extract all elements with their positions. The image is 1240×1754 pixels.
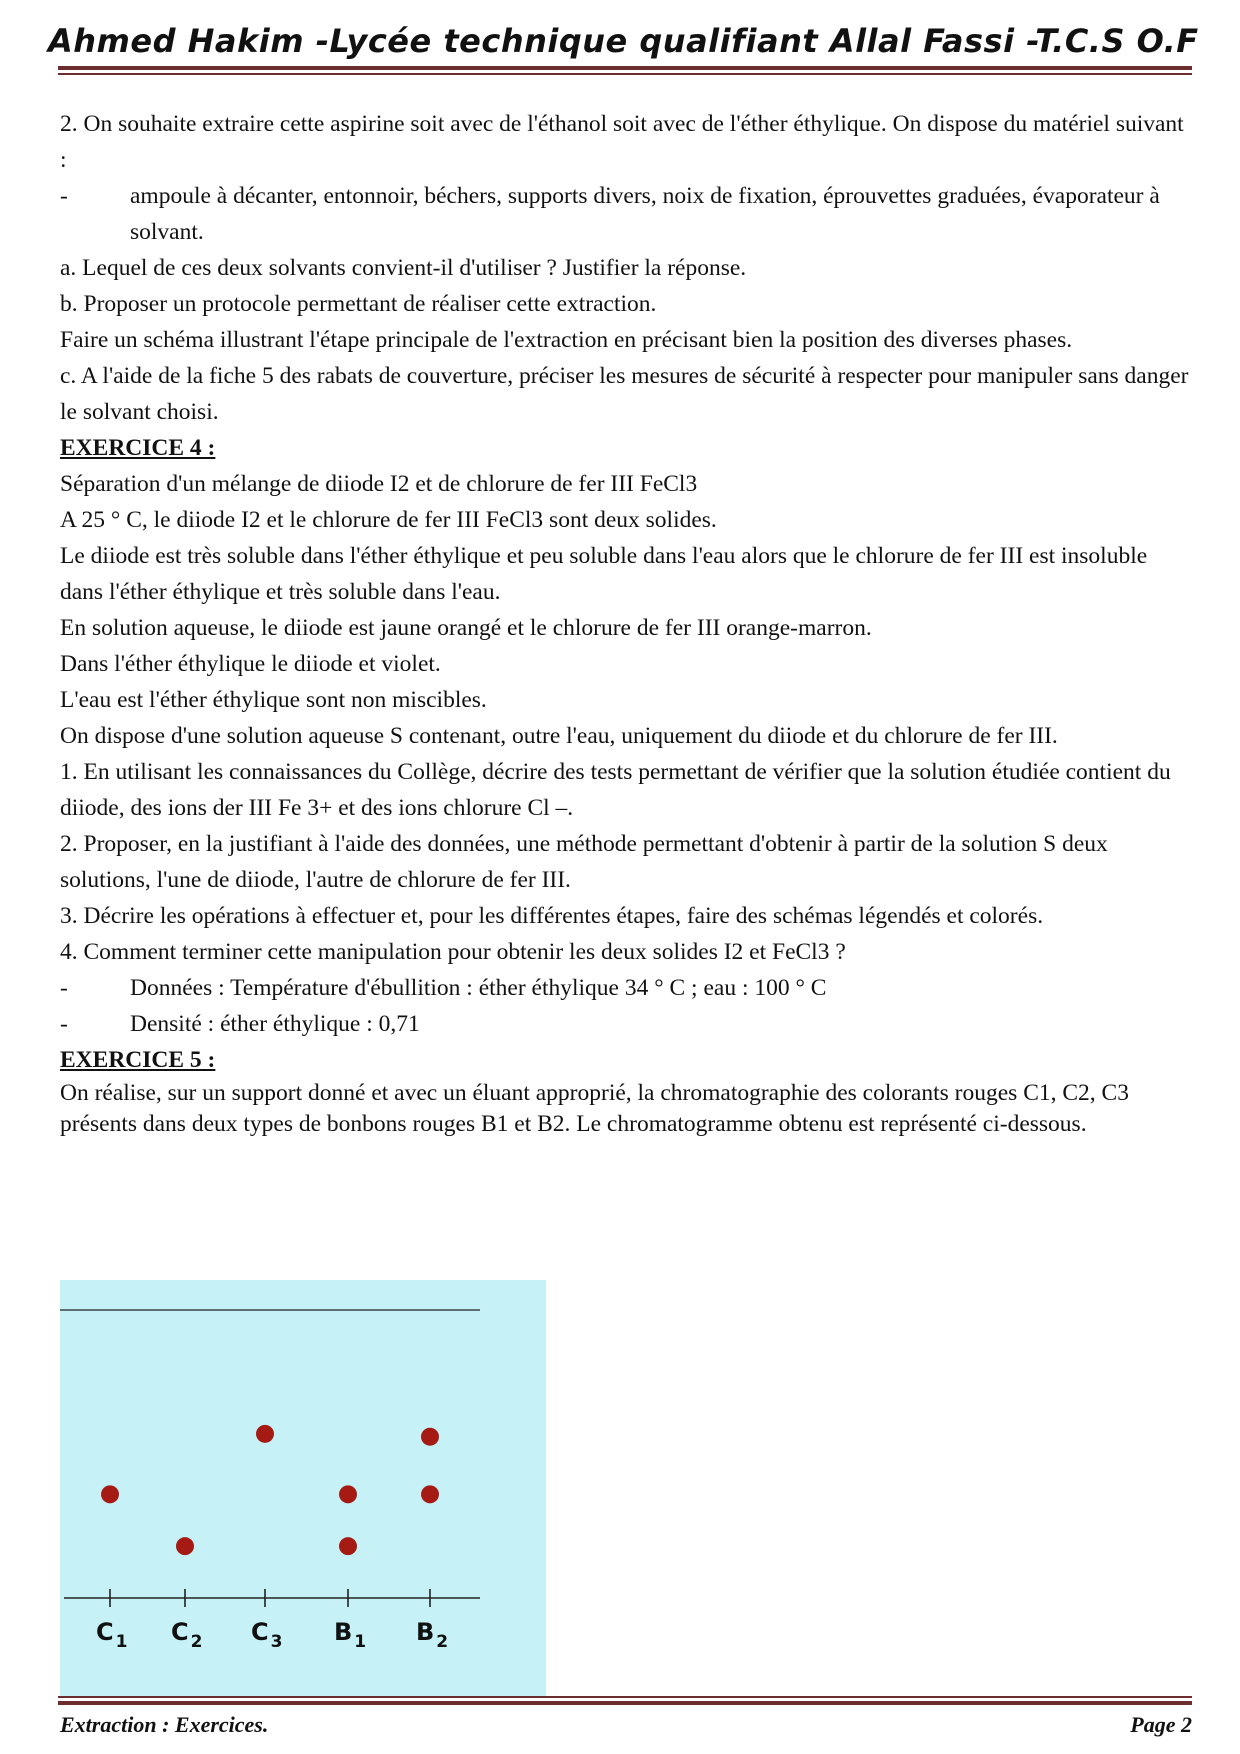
paragraph: A 25 ° C, le diiode I2 et le chlorure de fer III FeCl3 sont deux solides.: [60, 507, 717, 533]
paragraph: L'eau est l'éther éthylique sont non miscibles.: [60, 687, 487, 713]
lane-label-sub: 1: [115, 1632, 128, 1652]
dash-marker: -: [60, 183, 68, 209]
bullet-item: [60, 1006, 1195, 1042]
lane-label-sub: 1: [354, 1632, 367, 1652]
paragraph: Le diiode est très soluble dans l'éther éthylique et peu soluble dans l'eau alors que le chlorure de fer III est insoluble dans l'éther éthylique et très soluble dans l'eau.: [60, 543, 1148, 605]
chromatogram-spot: [421, 1428, 439, 1446]
exercise-heading: [60, 1042, 1195, 1078]
paragraph: On dispose d'une solution aqueuse S contenant, outre l'eau, uniquement du diiode et du chlorure de fer III.: [60, 723, 1058, 749]
paragraph: c. A l'aide de la fiche 5 des rabats de couverture, préciser les mesures de sécurité à respecter pour manipuler sans danger le solvant choisi.: [60, 363, 1189, 425]
bullet-text: Densité : éther éthylique : 0,71: [130, 1011, 420, 1037]
header-rule-thick: [58, 66, 1192, 70]
paragraph: b. Proposer un protocole permettant de réaliser cette extraction.: [60, 291, 657, 317]
paragraph: a. Lequel de ces deux solvants convient-il d'utiliser ? Justifier la réponse.: [60, 255, 747, 281]
chromatogram-spot: [176, 1537, 194, 1555]
bullet-item: [60, 178, 1195, 250]
chromatogram-spot: [256, 1425, 274, 1443]
lane-label-main: C: [251, 1618, 269, 1646]
paragraph: Séparation d'un mélange de diiode I2 et de chlorure de fer III FeCl3: [60, 471, 698, 497]
paragraph: 4. Comment terminer cette manipulation pour obtenir les deux solides I2 et FeCl3 ?: [60, 939, 846, 965]
document-body: [60, 106, 1195, 1140]
chromatogram-spot: [421, 1485, 439, 1503]
exercise-heading-text: EXERCICE 4 :: [60, 435, 216, 461]
chromatogram-chart: [60, 1280, 546, 1698]
chart-background: [60, 1280, 546, 1698]
dash-marker: -: [60, 1011, 68, 1037]
lane-label-main: C: [96, 1618, 114, 1646]
chromatogram-spot: [101, 1485, 119, 1503]
paragraph: 1. En utilisant les connaissances du Collège, décrire des tests permettant de vérifier que la solution étudiée contient du diiode, des ions der III Fe 3+ et des ions chlorure Cl –.: [60, 759, 1171, 821]
lane-label-main: B: [416, 1618, 435, 1646]
paragraph: 2. On souhaite extraire cette aspirine soit avec de l'éthanol soit avec de l'éther éthylique. On dispose du matériel suivant :: [60, 111, 1184, 173]
paragraph: Faire un schéma illustrant l'étape principale de l'extraction en précisant bien la position des diverses phases.: [60, 327, 1073, 353]
lane-label-sub: 3: [270, 1632, 283, 1652]
chromatogram-figure: [60, 1280, 546, 1698]
lane-label-sub: 2: [190, 1632, 203, 1652]
bullet-text: ampoule à décanter, entonnoir, béchers, supports divers, noix de fixation, éprouvettes graduées, évaporateur à solvant.: [130, 183, 1160, 245]
chromatogram-spot: [339, 1485, 357, 1503]
paragraph: En solution aqueuse, le diiode est jaune orangé et le chlorure de fer III orange-marron.: [60, 615, 872, 641]
exercise-heading-text: EXERCICE 5 :: [60, 1047, 216, 1073]
lane-label-main: B: [334, 1618, 353, 1646]
dash-marker: -: [60, 975, 68, 1001]
exercise-heading: [60, 430, 1195, 466]
bullet-item: [60, 970, 1195, 1006]
paragraph: On réalise, sur un support donné et avec un éluant approprié, la chromatographie des colorants rouges C1, C2, C3 présents dans deux types de bonbons rouges B1 et B2. Le chromatogramme obtenu est représenté ci-dessous.: [60, 1080, 1129, 1137]
footer-title: Extraction : Exercices.: [60, 1712, 269, 1737]
footer-rule-thin: [58, 1696, 1192, 1698]
header-rule-thin: [58, 73, 1192, 75]
page-number: Page 2: [1130, 1712, 1192, 1737]
paragraph: 3. Décrire les opérations à effectuer et, pour les différentes étapes, faire des schémas légendés et colorés.: [60, 903, 1044, 929]
paragraph: 2. Proposer, en la justifiant à l'aide des données, une méthode permettant d'obtenir à partir de la solution S deux solutions, l'une de diiode, l'autre de chlorure de fer III.: [60, 831, 1108, 893]
bullet-text: Données : Température d'ébullition : éther éthylique 34 ° C ; eau : 100 ° C: [130, 975, 827, 1001]
lane-label-main: C: [171, 1618, 189, 1646]
chromatogram-spot: [339, 1537, 357, 1555]
paragraph: Dans l'éther éthylique le diiode et violet.: [60, 651, 441, 677]
footer-rule-thick: [58, 1701, 1192, 1705]
page-header-title: Ahmed Hakim -Lycée technique qualifiant Allal Fassi -T.C.S O.F: [48, 22, 1199, 60]
lane-label-sub: 2: [436, 1632, 449, 1652]
